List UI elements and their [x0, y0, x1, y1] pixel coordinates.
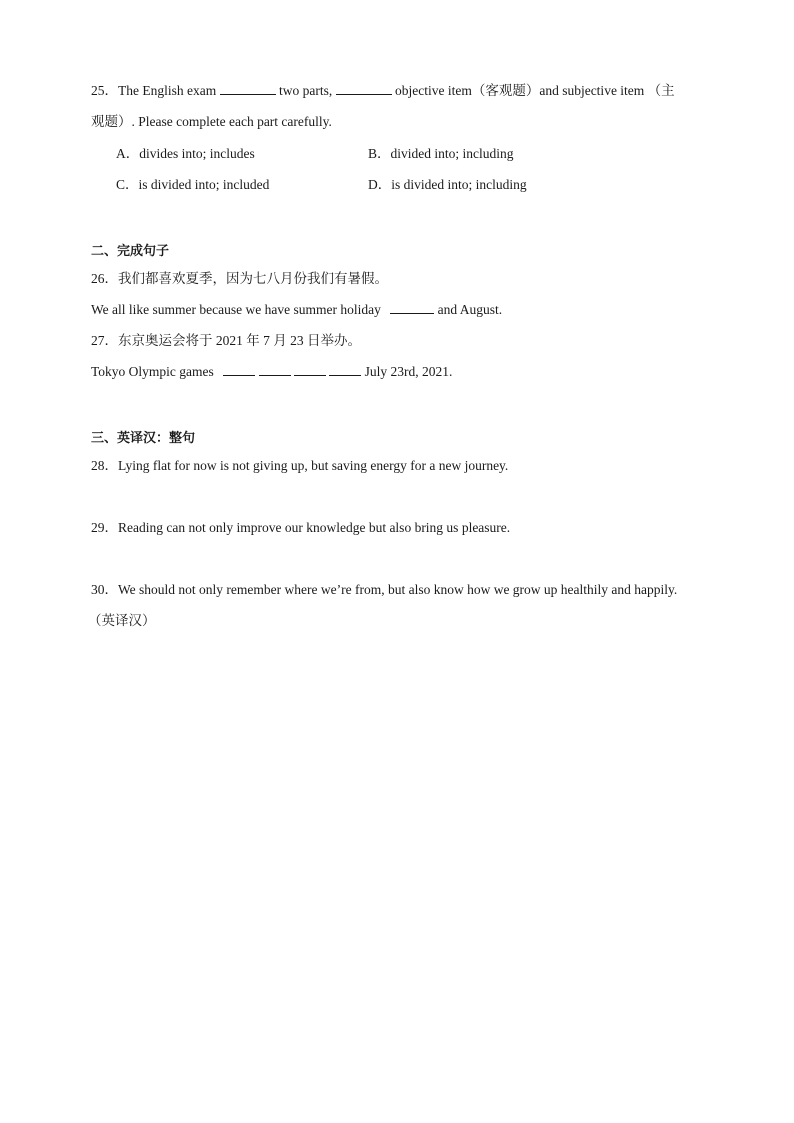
question-text: The English exam	[118, 83, 217, 98]
question-number: 28．	[91, 458, 118, 473]
option-a[interactable]: A．divides into; includes	[116, 146, 255, 161]
section-title: 二、完成句子	[91, 244, 170, 259]
question-text: Tokyo Olympic games	[91, 364, 214, 379]
question-number: 30．	[91, 582, 118, 597]
answer-blank[interactable]	[294, 363, 326, 376]
answer-blank[interactable]	[223, 363, 255, 376]
answer-blank[interactable]	[390, 301, 434, 314]
question-26-chinese	[91, 270, 388, 288]
question-29	[91, 519, 510, 537]
question-text: July 23rd, 2021.	[364, 364, 453, 379]
answer-blank[interactable]	[329, 363, 361, 376]
question-text: two parts,	[278, 83, 333, 98]
question-text: and August.	[437, 302, 503, 317]
option-d[interactable]: D．is divided into; including	[368, 177, 527, 192]
question-text: 东京奥运会将于 2021 年 7 月 23 日举办。	[118, 333, 361, 348]
section-title: 三、英译汉：整句	[91, 431, 196, 446]
question-text: We all like summer because we have summer holiday	[91, 302, 381, 317]
question-text: Lying flat for now is not giving up, but saving energy for a new journey.	[118, 458, 509, 473]
question-27-english	[91, 363, 452, 381]
question-number: 25．	[91, 83, 118, 98]
option-c[interactable]: C．is divided into; included	[116, 177, 270, 192]
question-text: 我们都喜欢夏季，因为七八月份我们有暑假。	[118, 271, 388, 286]
question-30-note: （英译汉）	[88, 613, 156, 628]
question-number: 26．	[91, 271, 118, 286]
question-25-line1	[91, 82, 675, 100]
answer-blank[interactable]	[336, 82, 392, 95]
question-30	[91, 581, 677, 599]
option-b[interactable]: B．divided into; including	[368, 146, 514, 161]
question-text: Reading can not only improve our knowledge but also bring us pleasure.	[118, 520, 511, 535]
question-28	[91, 457, 508, 475]
question-text: objective item（客观题）and subjective item （主	[394, 83, 675, 98]
question-26-english	[91, 301, 502, 319]
answer-blank[interactable]	[220, 82, 276, 95]
question-text: We should not only remember where we’re from, but also know how we grow up healthily and happily.	[118, 582, 678, 597]
question-number: 27．	[91, 333, 118, 348]
answer-blank[interactable]	[259, 363, 291, 376]
question-number: 29．	[91, 520, 118, 535]
question-25-line2: 观题）. Please complete each part carefully.	[91, 114, 332, 129]
question-27-chinese	[91, 332, 361, 350]
